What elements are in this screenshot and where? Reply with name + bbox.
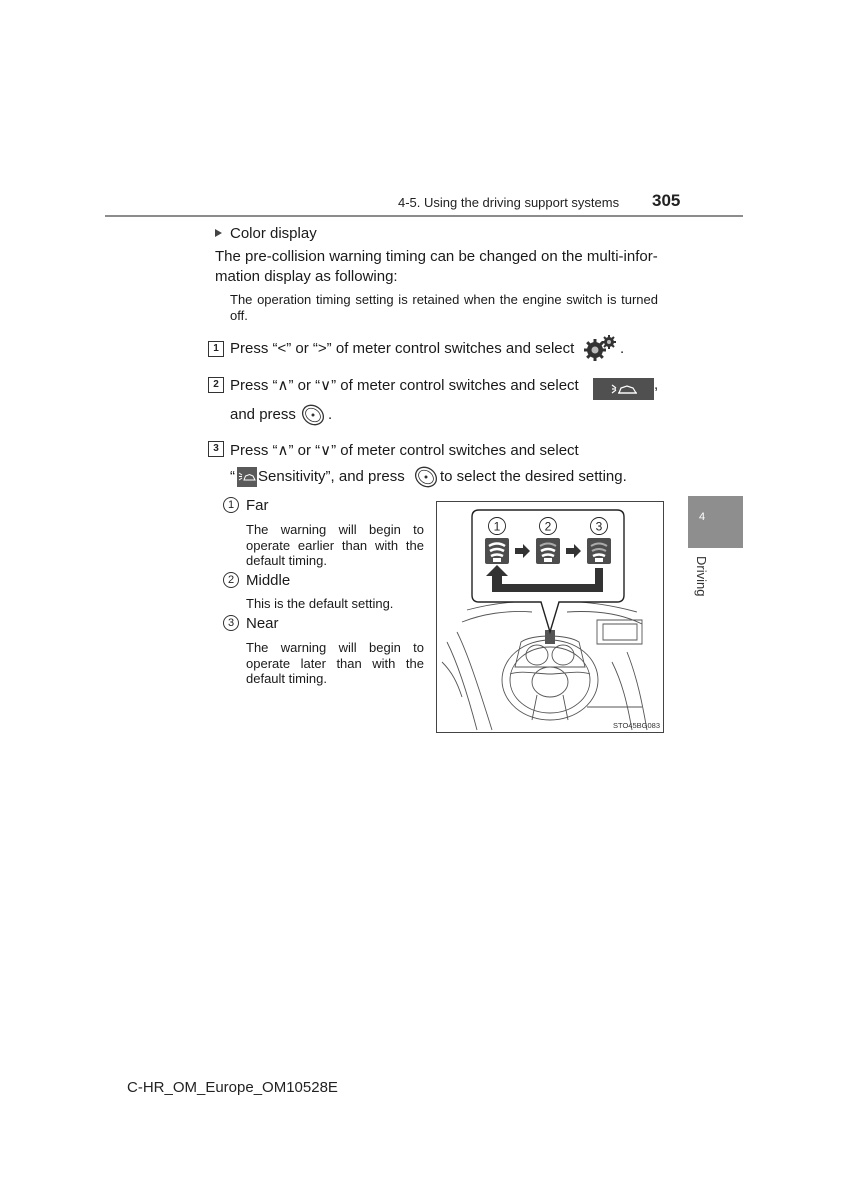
step-1-end: .	[620, 340, 625, 357]
option-title-near: Near	[246, 615, 279, 632]
step-2-cont-end: .	[328, 406, 333, 423]
document-code: C-HR_OM_Europe_OM10528E	[127, 1079, 338, 1096]
sensitivity-illustration	[436, 501, 664, 733]
step-number-2: 2	[208, 377, 224, 393]
figure-label-1: 1	[493, 519, 501, 534]
step-3-end: to select the desired setting.	[440, 468, 627, 485]
middle-sensitivity-icon	[536, 538, 560, 564]
step-2-continuation: and press	[230, 406, 296, 423]
ok-switch-icon	[413, 464, 439, 490]
step-2-end: ,	[654, 376, 659, 393]
pre-collision-system-icon	[593, 378, 654, 400]
step-3-text: Press “∧” or “∨” of meter control switches and select	[230, 442, 579, 459]
intro-line-2: mation display as following:	[215, 268, 398, 285]
intro-line-1: The pre-collision warning timing can be changed on the multi-infor-	[215, 248, 658, 265]
figure-label-3: 3	[595, 519, 603, 534]
chapter-label: Driving	[694, 556, 709, 597]
option-number-1: 1	[223, 497, 239, 513]
page-number: 305	[652, 191, 681, 210]
chapter-number: 4	[699, 511, 706, 523]
settings-gear-icon	[582, 334, 618, 362]
step-number-3: 3	[208, 441, 224, 457]
step-1-text: Press “<” or “>” of meter control switches and select	[230, 340, 575, 357]
chapter-tab	[688, 496, 743, 548]
option-desc-far: The warning will begin to operate earlier than with the default timing.	[246, 522, 424, 568]
section-title: 4-5. Using the driving support systems	[398, 195, 620, 210]
ok-switch-icon	[300, 402, 326, 428]
step-3-sensitivity: Sensitivity”, and press	[258, 468, 405, 485]
option-desc-middle: This is the default setting.	[246, 596, 394, 611]
option-desc-near: The warning will begin to operate later than with the default timing.	[246, 640, 424, 686]
option-title-middle: Middle	[246, 572, 291, 589]
pcs-sensitivity-icon	[237, 467, 257, 487]
bullet-heading: Color display	[230, 225, 317, 242]
figure-code: STO45BG083	[613, 721, 660, 730]
note-text: The operation timing setting is retained when the engine switch is turned off.	[230, 292, 658, 323]
option-number-2: 2	[223, 572, 239, 588]
step-3-open-quote: “	[230, 468, 235, 485]
step-number-1: 1	[208, 341, 224, 357]
far-sensitivity-icon	[485, 538, 509, 564]
intro-paragraph	[215, 247, 659, 287]
figure-label-2: 2	[544, 519, 552, 534]
step-2-text: Press “∧” or “∨” of meter control switches and select	[230, 377, 579, 394]
option-title-far: Far	[246, 497, 269, 514]
header-rule	[105, 215, 743, 217]
bullet-triangle-icon	[215, 229, 222, 237]
near-sensitivity-icon	[587, 538, 611, 564]
option-number-3: 3	[223, 615, 239, 631]
